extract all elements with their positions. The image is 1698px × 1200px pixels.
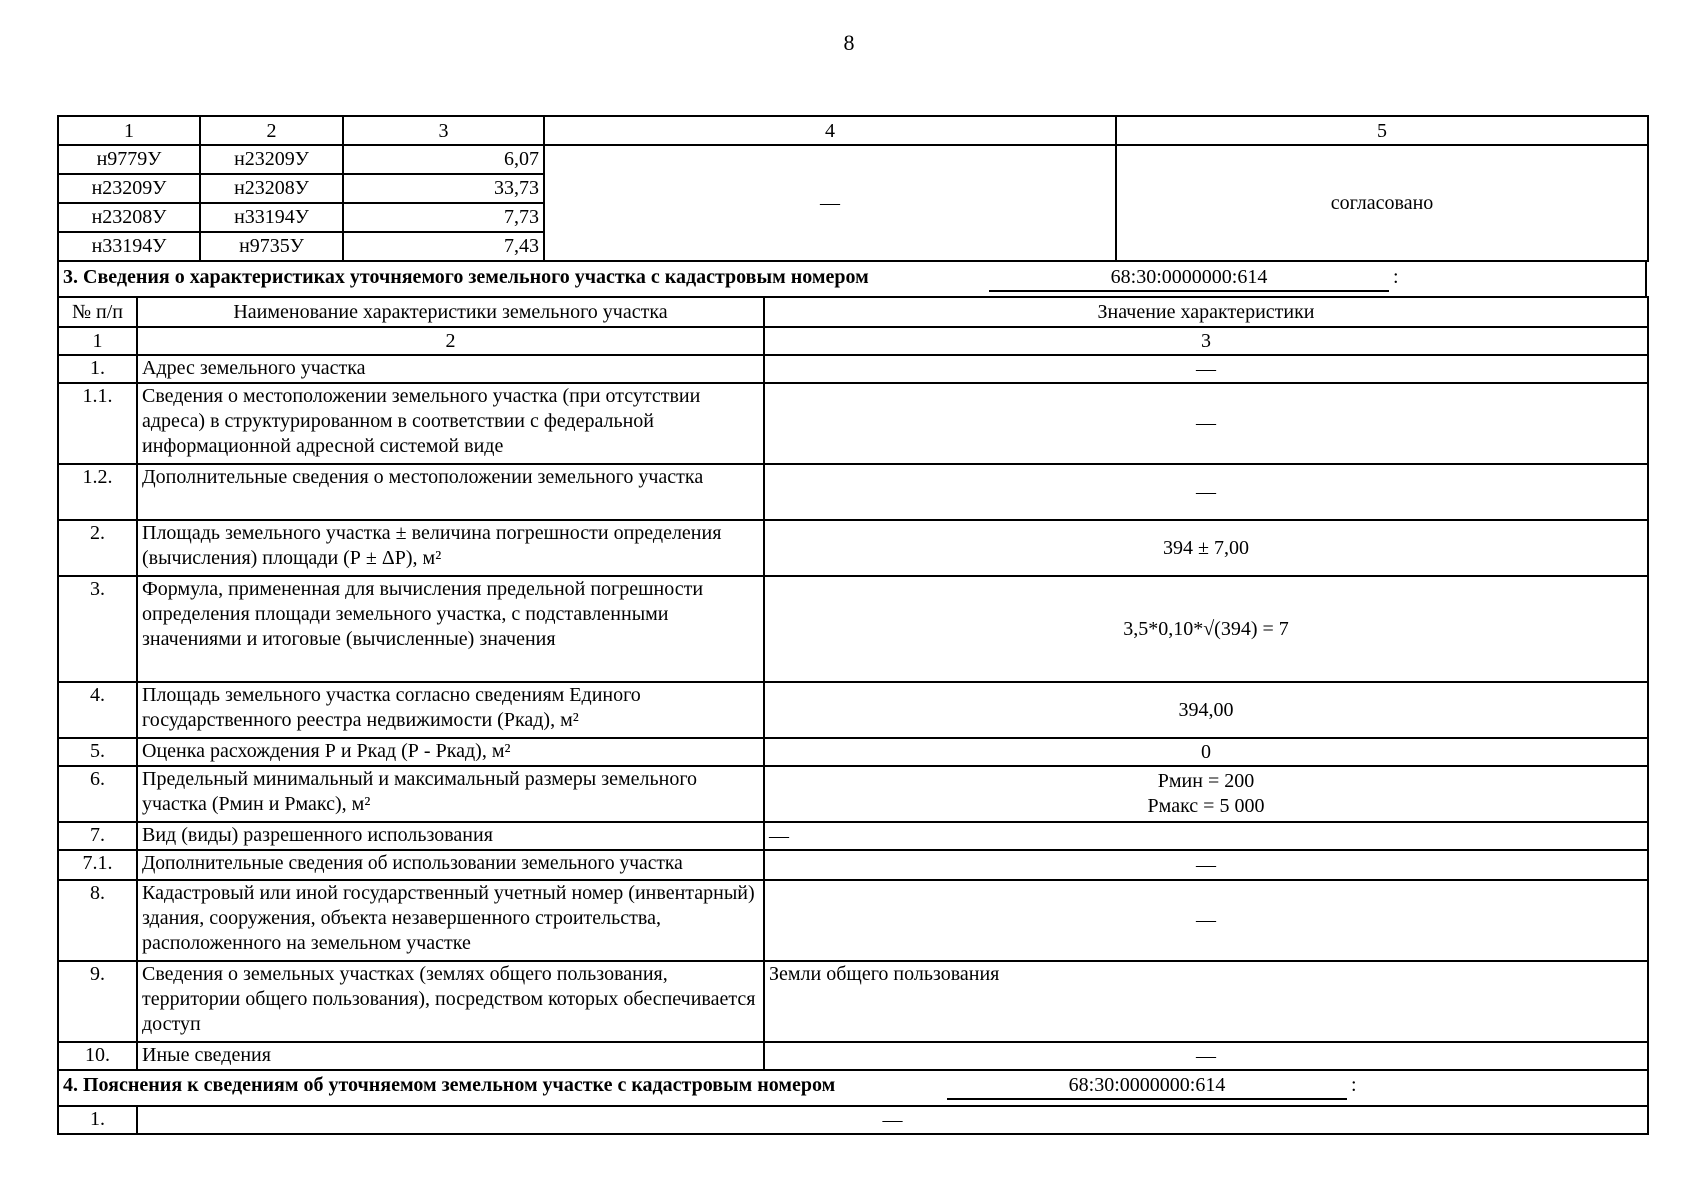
row-name: Сведения о земельных участках (землях общего пользования, территории общего пользования), посредством которых обеспечивается доступ [137,961,764,1042]
row-value: — [764,822,1648,850]
table-row [58,383,1648,464]
table-row [58,766,1648,822]
table-row [58,464,1648,520]
section4-cadastral-number: 68:30:0000000:614 [947,1073,1347,1100]
row-value: — [764,464,1648,520]
point-to: н23208У [200,174,343,203]
row-name: Адрес земельного участка [137,355,764,383]
point-from: н23208У [58,203,200,232]
col-header-num: № п/п [58,297,137,327]
area-max: Рмакс = 5 000 [1147,795,1265,817]
row-value: 394,00 [764,682,1648,738]
point-from: н33194У [58,232,200,261]
segment-length: 7,73 [343,203,544,232]
point-to: н23209У [200,145,343,174]
row-name: Иные сведения [137,1042,764,1070]
row-value: — [764,850,1648,880]
point-to: н9735У [200,232,343,261]
section3-cadastral-number: 68:30:0000000:614 [989,264,1389,292]
row-value: Земли общего пользования [764,961,1648,1042]
col-header-4: 4 [544,116,1116,145]
row-name: Оценка расхождения Р и Ркад (Р - Ркад), м² [137,738,764,766]
row-value: — [137,1106,1648,1134]
row-value: 0 [764,738,1648,766]
row-num: 6. [58,766,137,822]
row-num: 9. [58,961,137,1042]
segment-length: 33,73 [343,174,544,203]
col-num-1: 1 [58,327,137,355]
row-num: 4. [58,682,137,738]
row-value: — [764,355,1648,383]
table-row [58,576,1648,682]
row-value: — [764,880,1648,961]
row-name: Предельный минимальный и максимальный размеры земельного участка (Рмин и Рмакс), м² [137,766,764,822]
col-num-2: 2 [137,327,764,355]
segment-length: 6,07 [343,145,544,174]
row-name: Площадь земельного участка согласно сведениям Единого государственного реестра недвижимости (Ркад), м² [137,682,764,738]
row-name: Формула, примененная для вычисления предельной погрешности определения площади земельного участка, с подставленными значениями и итоговые (вычисленные) значения [137,576,764,682]
row-name: Сведения о местоположении земельного участка (при отсутствии адреса) в структурированном в соответствии с федеральной информационной адресной системой виде [137,383,764,464]
row-value: 3,5*0,10*√(394) = 7 [764,576,1648,682]
col-header-2: 2 [200,116,343,145]
section3-colon: : [1393,266,1399,288]
row-num: 8. [58,880,137,961]
row-num: 1. [58,1106,137,1134]
row-name: Дополнительные сведения об использовании земельного участка [137,850,764,880]
table-row [58,1106,1648,1134]
row-value: 394 ± 7,00 [764,520,1648,576]
area-min: Рмин = 200 [1157,770,1255,792]
section3-title: 3. Сведения о характеристиках уточняемого земельного участка с кадастровым номером [63,266,869,288]
row-num: 7.1. [58,850,137,880]
col-header-5: 5 [1116,116,1648,145]
boundary-table [57,115,1649,262]
row-value: — [764,383,1648,464]
point-from: н9779У [58,145,200,174]
row-value-minmax [764,766,1648,822]
row-name: Вид (виды) разрешенного использования [137,822,764,850]
col-header-name: Наименование характеристики земельного участка [137,297,764,327]
row-name: Кадастровый или иной государственный учетный номер (инвентарный) здания, сооружения, объекта незавершенного строительства, расположенного на земельном участке [137,880,764,961]
col-header-1: 1 [58,116,200,145]
row-num: 2. [58,520,137,576]
row-num: 7. [58,822,137,850]
table-row [58,880,1648,961]
table-row [58,822,1648,850]
row-name: Дополнительные сведения о местоположении земельного участка [137,464,764,520]
table-row [58,738,1648,766]
col-header-3: 3 [343,116,544,145]
row-num: 1.2. [58,464,137,520]
point-from: н23209У [58,174,200,203]
col-num-3: 3 [764,327,1648,355]
col-header-value: Значение характеристики [764,297,1648,327]
table-row [58,1042,1648,1070]
table-row [58,355,1648,383]
section3-header [57,262,1647,296]
characteristics-table [57,296,1649,1135]
page-number: 8 [843,30,855,55]
row-num: 1.1. [58,383,137,464]
col4-value: — [544,145,1116,261]
row-num: 10. [58,1042,137,1070]
table-row [58,145,1648,174]
section4-colon: : [1351,1074,1357,1096]
section4-title: 4. Пояснения к сведениям об уточняемом земельном участке с кадастровым номером [63,1074,836,1096]
point-to: н33194У [200,203,343,232]
row-value: — [764,1042,1648,1070]
table-row [58,850,1648,880]
section4-header-row [58,1070,1648,1106]
table-row [58,961,1648,1042]
table-row [58,520,1648,576]
segment-length: 7,43 [343,232,544,261]
row-name: Площадь земельного участка ± величина погрешности определения (вычисления) площади (Р ± ΔР), м² [137,520,764,576]
approval-status: согласовано [1116,145,1648,261]
row-num: 1. [58,355,137,383]
row-num: 3. [58,576,137,682]
row-num: 5. [58,738,137,766]
table-row [58,682,1648,738]
